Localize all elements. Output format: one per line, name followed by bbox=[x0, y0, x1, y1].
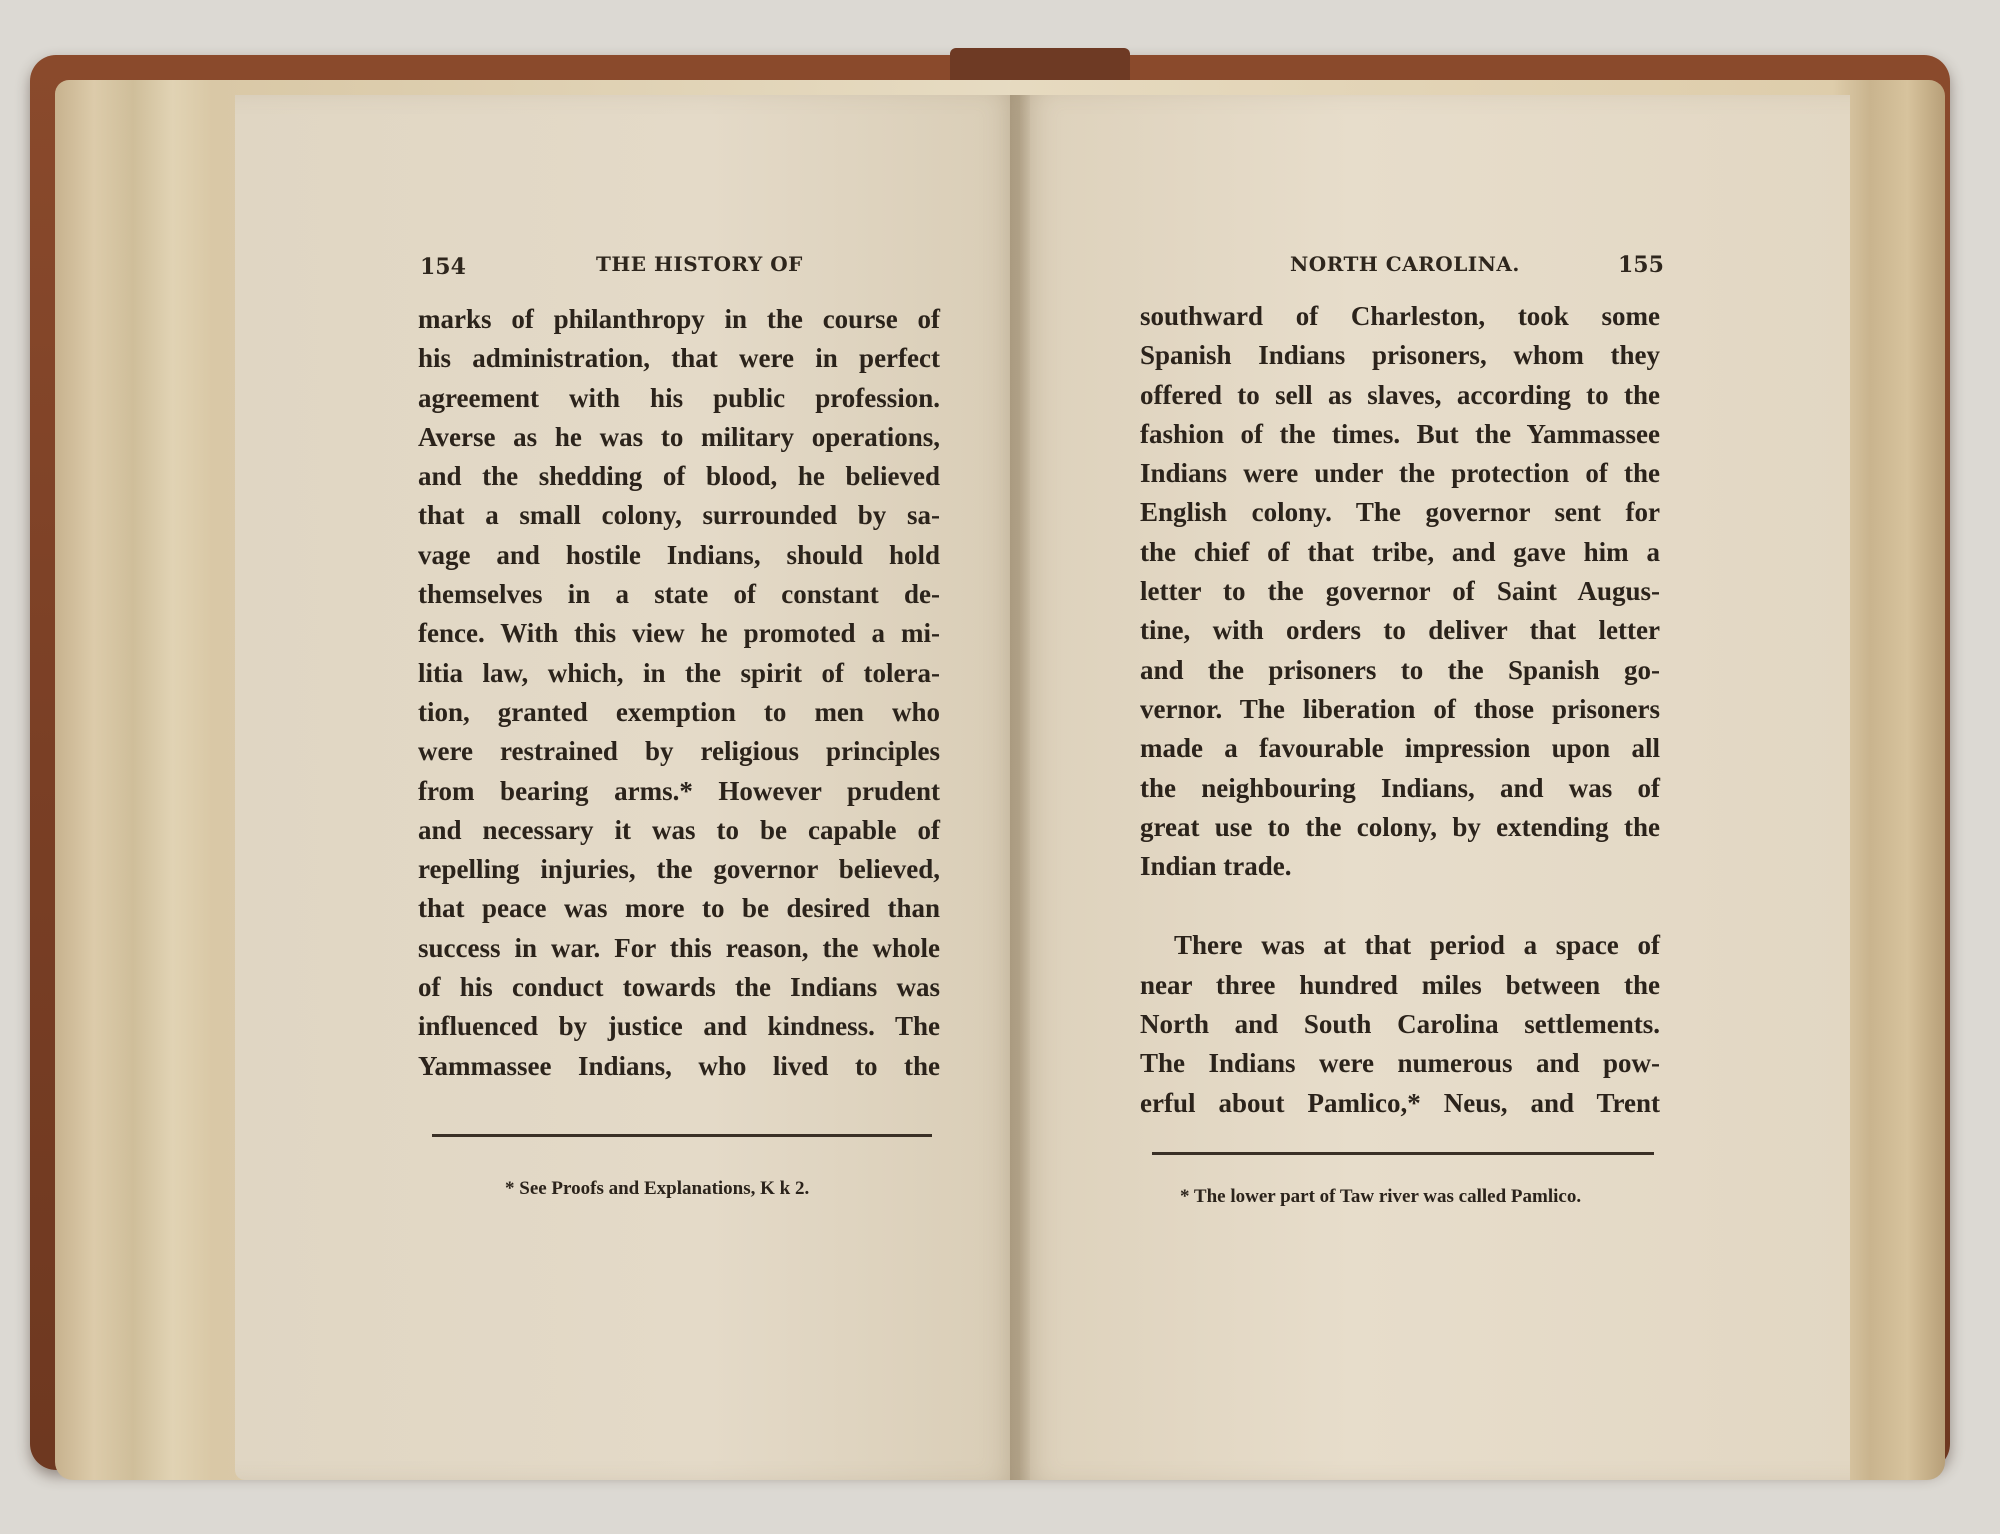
text-line: southward of Charleston, took some bbox=[1140, 301, 1660, 331]
text-line: themselves in a state of constant de- bbox=[418, 579, 940, 610]
text-line: marks of philanthropy in the course of bbox=[418, 304, 940, 334]
text-line: and necessary it was to be capable of bbox=[418, 814, 940, 845]
text-line: fence. With this view he promoted a mi- bbox=[418, 618, 940, 649]
text-line: tine, with orders to deliver that letter bbox=[1140, 615, 1660, 646]
left-page-body bbox=[418, 300, 940, 1086]
paragraph-gap bbox=[1140, 886, 1660, 926]
text-line: were restrained by religious principles bbox=[418, 736, 940, 767]
text-line: Yammassee Indians, who lived to the bbox=[418, 1050, 940, 1081]
text-line: the chief of that tribe, and gave him a bbox=[1140, 536, 1660, 567]
right-running-head: NORTH CAROLINA. bbox=[1290, 252, 1520, 276]
text-line: made a favourable impression upon all bbox=[1140, 733, 1660, 764]
text-line: English colony. The governor sent for bbox=[1140, 497, 1660, 528]
right-footnote: * The lower part of Taw river was called Pamlico. bbox=[1180, 1186, 1582, 1207]
text-line: fashion of the times. But the Yammassee bbox=[1140, 418, 1660, 449]
text-line: erful about Pamlico,* Neus, and Trent bbox=[1140, 1087, 1660, 1118]
left-footnote-rule bbox=[432, 1134, 932, 1137]
right-page-number: 155 bbox=[1618, 252, 1664, 278]
text-line: and the prisoners to the Spanish go- bbox=[1140, 654, 1660, 685]
text-line: litia law, which, in the spirit of tolera- bbox=[418, 657, 940, 688]
text-line: Indians were under the protection of the bbox=[1140, 458, 1660, 489]
text-line: influenced by justice and kindness. The bbox=[418, 1011, 940, 1042]
text-line: letter to the governor of Saint Augus- bbox=[1140, 576, 1660, 607]
text-line: of his conduct towards the Indians was bbox=[418, 972, 940, 1003]
text-line: the neighbouring Indians, and was of bbox=[1140, 772, 1660, 803]
text-line: his administration, that were in perfect bbox=[418, 343, 940, 374]
text-line: The Indians were numerous and pow- bbox=[1140, 1048, 1660, 1079]
text-line: success in war. For this reason, the whole bbox=[418, 932, 940, 963]
book-gutter bbox=[1010, 95, 1030, 1480]
text-line: agreement with his public profession. bbox=[418, 382, 940, 413]
text-line: offered to sell as slaves, according to the bbox=[1140, 379, 1660, 410]
text-line: North and South Carolina settlements. bbox=[1140, 1009, 1660, 1040]
text-line: repelling injuries, the governor believed, bbox=[418, 854, 940, 885]
text-line: from bearing arms.* However prudent bbox=[418, 775, 940, 806]
right-footnote-rule bbox=[1152, 1152, 1654, 1155]
left-running-head: THE HISTORY OF bbox=[596, 252, 803, 276]
text-line: There was at that period a space of bbox=[1174, 930, 1660, 961]
text-line: vernor. The liberation of those prisoners bbox=[1140, 693, 1660, 724]
text-line: great use to the colony, by extending the bbox=[1140, 811, 1660, 842]
text-line: and the shedding of blood, he believed bbox=[418, 461, 940, 492]
text-line: Spanish Indians prisoners, whom they bbox=[1140, 340, 1660, 371]
left-footnote: * See Proofs and Explanations, K k 2. bbox=[505, 1178, 810, 1199]
text-line: tion, granted exemption to men who bbox=[418, 696, 940, 727]
left-page-number: 154 bbox=[420, 254, 466, 280]
right-page-body bbox=[1140, 297, 1660, 1123]
text-line: Indian trade. bbox=[1140, 851, 1292, 882]
text-line: that peace was more to be desired than bbox=[418, 893, 940, 924]
text-line: Averse as he was to military operations, bbox=[418, 421, 940, 452]
text-line: near three hundred miles between the bbox=[1140, 969, 1660, 1000]
text-line: that a small colony, surrounded by sa- bbox=[418, 500, 940, 531]
text-line: vage and hostile Indians, should hold bbox=[418, 539, 940, 570]
